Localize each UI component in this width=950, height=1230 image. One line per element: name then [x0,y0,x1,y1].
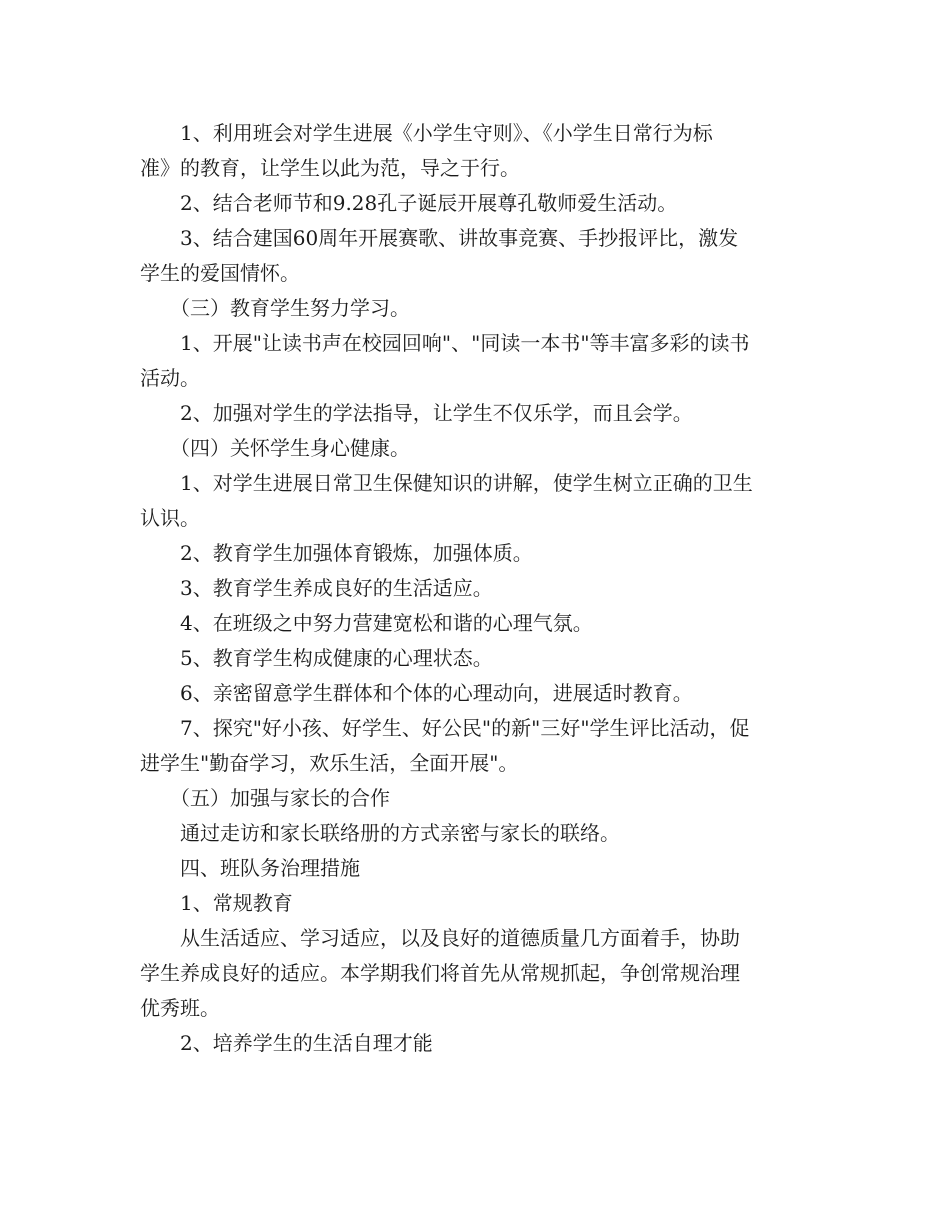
paragraph-line: 4、在班级之中努力营建宽松和谐的心理气氛。 [180,611,593,635]
paragraph-line: 2、结合老师节和9.28孔子诞辰开展尊孔敬师爱生活动。 [180,191,678,215]
paragraph-line: 学生养成良好的适应。本学期我们将首先从常规抓起，争创常规治理 [140,961,740,985]
section-heading: 四、班队务治理措施 [180,856,360,880]
paragraph-line: 6、亲密留意学生群体和个体的心理动向，进展适时教育。 [180,681,693,705]
paragraph-line: 活动。 [140,366,200,390]
section-heading: （四）关怀学生身心健康。 [170,436,410,460]
paragraph-line: 2、加强对学生的学法指导，让学生不仅乐学，而且会学。 [180,401,693,425]
document-page [140,116,810,1061]
paragraph-line: 1、对学生进展日常卫生保健知识的讲解，使学生树立正确的卫生 [180,471,753,495]
paragraph-line: 1、利用班会对学生进展《小学生守则》、《小学生日常行为标 [180,121,713,145]
paragraph-line: 通过走访和家长联络册的方式亲密与家长的联络。 [180,821,620,845]
paragraph-line: 认识。 [140,506,200,530]
section-heading: （五）加强与家长的合作 [170,786,390,810]
paragraph-line: 进学生"勤奋学习，欢乐生活，全面开展"。 [140,751,519,775]
section-heading: （三）教育学生努力学习。 [170,296,410,320]
subsection-heading: 1、常规教育 [180,891,293,915]
paragraph-line: 3、结合建国60周年开展赛歌、讲故事竞赛、手抄报评比，激发 [180,226,739,250]
paragraph-line: 从生活适应、学习适应，以及良好的道德质量几方面着手，协助 [180,926,740,950]
paragraph-line: 准》的教育，让学生以此为范，导之于行。 [140,156,520,180]
paragraph-line: 优秀班。 [140,996,220,1020]
paragraph-line: 2、教育学生加强体育锻炼，加强体质。 [180,541,533,565]
paragraph-line: 学生的爱国情怀。 [140,261,300,285]
paragraph-line: 5、教育学生构成健康的心理状态。 [180,646,493,670]
paragraph-line: 3、教育学生养成良好的生活适应。 [180,576,493,600]
paragraph-line: 1、开展"让读书声在校园回响"、"同读一本书"等丰富多彩的读书 [180,331,750,355]
subsection-heading: 2、培养学生的生活自理才能 [180,1031,433,1055]
paragraph-line: 7、探究"好小孩、好学生、好公民"的新"三好"学生评比活动，促 [180,716,750,740]
